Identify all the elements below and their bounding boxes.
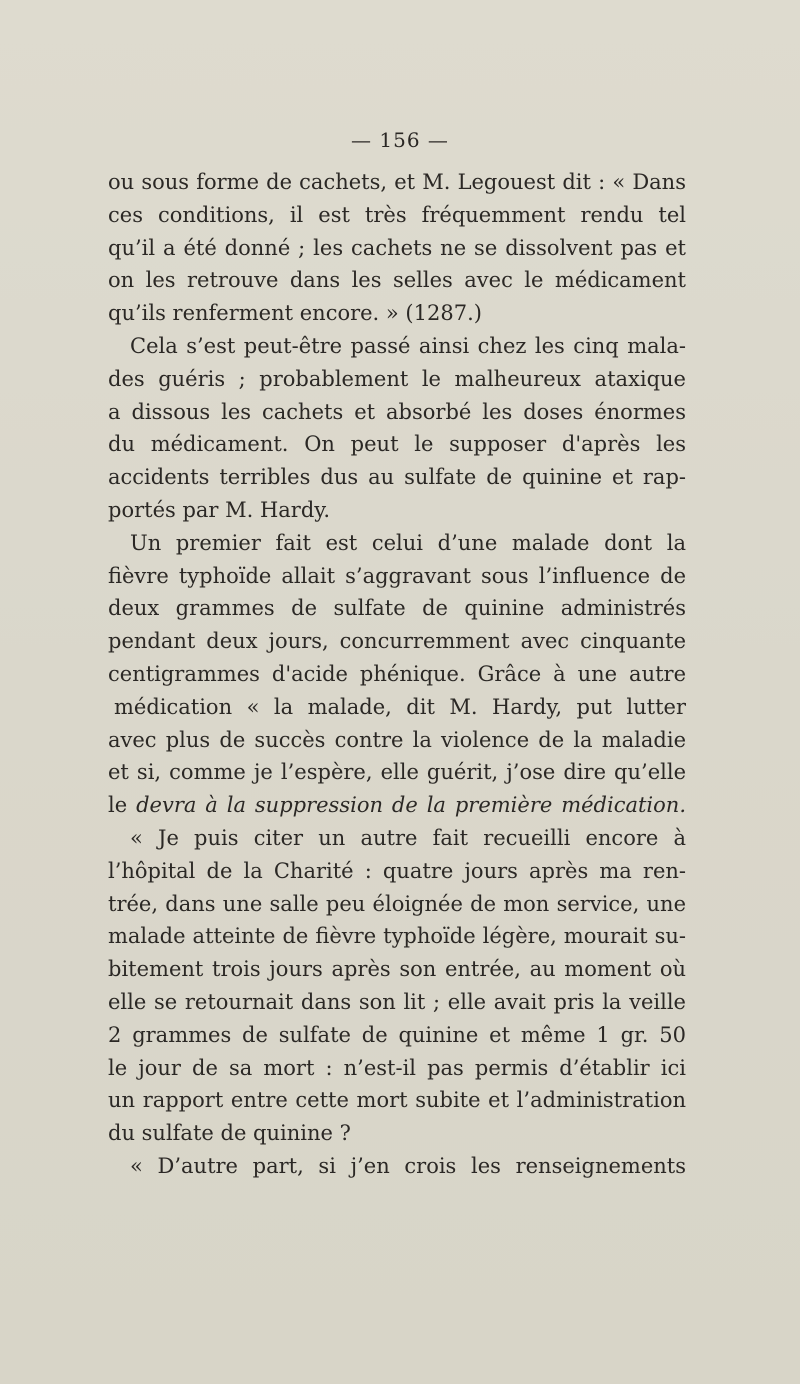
text-line: bitement trois jours après son entrée, au moment où	[108, 957, 686, 982]
text-line: deux grammes de sulfate de quinine administrés	[108, 596, 686, 621]
text-line: et si, comme je l’espère, elle guérit, j’ose dire qu’elle	[108, 760, 686, 785]
text-line: le jour de sa mort : n’est-il pas permis d’établir ici	[108, 1055, 686, 1080]
text-line: qu’ils renferment encore. » (1287.)	[108, 301, 482, 326]
page-number: — 156 —	[351, 128, 449, 152]
text-line: « D’autre part, si j’en crois les renseignements	[130, 1153, 686, 1178]
text-line: on les retrouve dans les selles avec le médicament	[108, 268, 686, 293]
text-line: l’hôpital de la Charité : quatre jours après ma ren-	[108, 858, 686, 883]
text-line: a dissous les cachets et absorbé les doses énormes	[108, 399, 686, 424]
text-line: qu’il a été donné ; les cachets ne se dissolvent pas et	[108, 235, 686, 260]
text-line: ou sous forme de cachets, et M. Legouest dit : « Dans	[108, 170, 686, 194]
italic-phrase: devra à la suppression de la première médication.	[136, 793, 686, 818]
text-line: un rapport entre cette mort subite et l’administration	[108, 1088, 686, 1113]
text-line: Un premier fait est celui d’une malade dont la	[130, 530, 686, 555]
line-start: le	[108, 793, 128, 818]
text-line: malade atteinte de fièvre typhoïde légère, mourait su-	[108, 924, 686, 949]
text-line: Cela s’est peut-être passé ainsi chez les cinq mala-	[130, 333, 686, 358]
text-line: trée, dans une salle peu éloignée de mon service, une	[108, 891, 686, 916]
text-line: des guéris ; probablement le malheureux ataxique	[108, 366, 686, 391]
text-line: du médicament. On peut le supposer d'après les	[108, 432, 686, 457]
text-line: « Je puis citer un autre fait recueilli encore à	[130, 825, 686, 850]
text-line: avec plus de succès contre la violence de la maladie	[108, 727, 686, 752]
text-line: portés par M. Hardy.	[108, 497, 331, 522]
text-line: accidents terribles dus au sulfate de quinine et rap-	[108, 465, 686, 490]
body-text	[108, 166, 686, 1183]
text-line: pendant deux jours, concurremment avec cinquante	[108, 629, 686, 654]
text-line	[108, 789, 686, 822]
text-line: centigrammes d'acide phénique. Grâce à une autre	[108, 661, 686, 686]
text-line: médication « la malade, dit M. Hardy, put lutter	[114, 694, 686, 719]
text-line: elle se retournait dans son lit ; elle avait pris la veille	[108, 989, 686, 1014]
text-line: ces conditions, il est très fréquemment rendu tel	[108, 202, 686, 227]
text-line: 2 grammes de sulfate de quinine et même 1 gr. 50	[108, 1022, 686, 1047]
text-line: fièvre typhoïde allait s’aggravant sous l’influence de	[108, 563, 686, 588]
text-line: du sulfate de quinine ?	[108, 1121, 351, 1146]
